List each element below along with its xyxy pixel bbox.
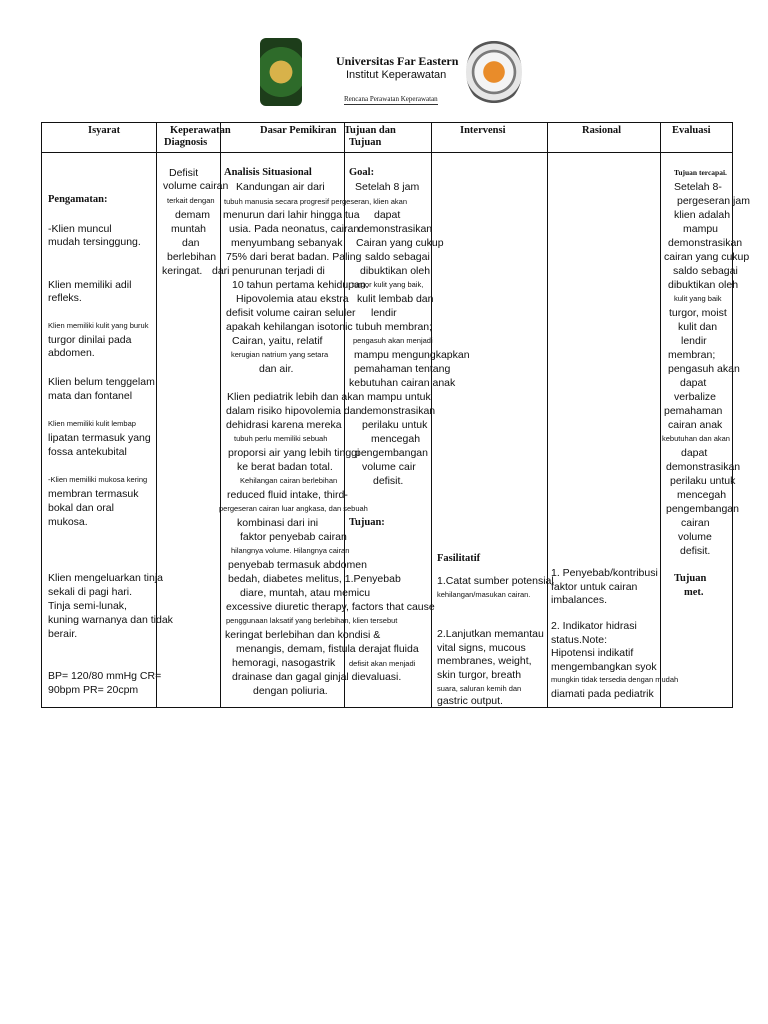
intervensi-line: 2.Lanjutkan memantau <box>437 628 544 640</box>
tujuan-line: demonstrasikan <box>358 223 433 235</box>
rasional-line: mungkin tidak tersedia dengan mudah <box>551 675 679 684</box>
intervensi-line: kehilangan/masukan cairan. <box>437 590 531 599</box>
evaluasi-line: cairan yang cukup <box>664 251 750 263</box>
col-divider <box>547 123 548 707</box>
diagnosis-line: dari <box>212 265 230 277</box>
tujuan-line: pengasuh akan menjadi <box>353 336 433 345</box>
dasar-line: drainase dan gagal ginjal dievaluasi. <box>232 671 402 683</box>
dasar-line: Hipovolemia atau ekstra <box>236 293 349 305</box>
institute-seal-right <box>466 38 522 106</box>
dasar-line: keringat berlebihan dan kondisi & <box>225 629 381 641</box>
diagnosis-line: Defisit <box>169 167 199 179</box>
tujuan-line: dibuktikan oleh <box>360 265 431 277</box>
isyarat-heading: Pengamatan: <box>48 194 108 205</box>
isyarat-line: mudah tersinggung. <box>48 236 141 248</box>
isyarat-line: turgor dinilai pada <box>48 334 132 346</box>
dasar-line: defisit volume cairan seluler <box>226 307 356 319</box>
tujuan-line: Cairan yang cukup <box>356 237 444 249</box>
dasar-line: faktor penyebab cairan <box>240 531 347 543</box>
isyarat-line: -Klien memiliki mukosa kering <box>48 475 148 484</box>
dasar-line: tubuh perlu memiliki sebuah <box>234 434 328 443</box>
dasar-line: diare, muntah, atau memicu <box>240 587 371 599</box>
isyarat-line: Klien memiliki kulit lembap <box>48 419 136 428</box>
evaluasi-line: defisit. <box>680 545 711 557</box>
col-header-rasional: Rasional <box>582 125 622 136</box>
dasar-line: hemoragi, nasogastrik <box>232 657 336 669</box>
institute-name: Institut Keperawatan <box>346 69 447 81</box>
tujuan-line: perilaku untuk <box>362 419 428 431</box>
dasar-line: reduced fluid intake, third- <box>227 489 348 501</box>
isyarat-line: BP= 120/80 mmHg CR= <box>48 670 162 682</box>
rasional-line: imbalances. <box>551 594 608 606</box>
evaluasi-line: Setelah 8- <box>674 181 722 193</box>
dasar-line: dalam risiko hipovolemia dan <box>226 405 362 417</box>
goal-heading: Goal: <box>349 167 375 178</box>
university-seal-left <box>260 38 302 106</box>
col-header-tujuan-dan: Tujuan dan <box>344 125 396 136</box>
tujuan-line: volume cair <box>362 461 416 473</box>
dasar-line: penyebab termasuk abdomen <box>228 559 367 571</box>
evaluasi-line: kulit yang baik <box>674 294 722 303</box>
evaluasi-line: turgor, moist <box>669 307 727 319</box>
rasional-line: faktor untuk cairan <box>551 581 638 593</box>
dasar-line: ke berat badan total. <box>237 461 333 473</box>
tujuan-line: pemahaman tentang <box>354 363 451 375</box>
evaluasi-line: kulit dan <box>678 321 718 333</box>
evaluasi-line: demonstrasikan <box>666 461 741 473</box>
tujuan-line: saldo sebagai <box>365 251 430 263</box>
university-name: Universitas Far Eastern <box>336 54 459 68</box>
dasar-heading: Analisis Situasional <box>224 167 312 178</box>
dasar-line: excessive diuretic therapy, factors that cause <box>226 601 435 613</box>
evaluasi-line: membran; <box>668 349 716 361</box>
isyarat-line: membran termasuk <box>48 488 139 500</box>
col-divider <box>220 123 221 707</box>
dasar-line: bedah, diabetes melitus, 1.Penyebab <box>228 573 401 585</box>
isyarat-line: Klien mengeluarkan tinja <box>48 572 163 584</box>
evaluasi-line: kebutuhan dan akan <box>662 434 730 443</box>
tujuan-heading: Tujuan: <box>349 517 385 528</box>
isyarat-line: berair. <box>48 628 78 640</box>
dasar-line: hilangnya volume. Hilangnya cairan <box>231 546 350 555</box>
diagnosis-line: berlebihan <box>167 251 217 263</box>
dasar-line: kerugian natrium yang setara <box>231 350 329 359</box>
evaluasi-met-label: Tujuan <box>674 573 707 584</box>
isyarat-line: refleks. <box>48 292 82 304</box>
diagnosis-line: keringat. <box>162 265 203 277</box>
tujuan-line: demonstrasikan <box>361 405 436 417</box>
evaluasi-line: cairan <box>681 517 710 529</box>
tujuan-line: defisit. <box>373 475 404 487</box>
intervensi-line: gastric output. <box>437 695 503 707</box>
diagnosis-line: demam <box>175 209 211 221</box>
tujuan-line: Setelah 8 jam <box>355 181 420 193</box>
evaluasi-line: volume <box>678 531 712 543</box>
evaluasi-line: dapat <box>680 377 707 389</box>
tujuan-line: mampu mengungkapkan <box>354 349 470 361</box>
evaluasi-line: demonstrasikan <box>668 237 743 249</box>
dasar-line: pergeseran cairan luar angkasa, dan sebuah <box>219 504 368 513</box>
dasar-line: dengan poliuria. <box>253 685 328 697</box>
evaluasi-heading: Tujuan tercapai. <box>674 168 727 177</box>
evaluasi-line: mencegah <box>677 489 727 501</box>
isyarat-line: 90bpm PR= 20cpm <box>48 684 139 696</box>
dasar-line: apakah kehilangan isotonic tubuh membran; <box>226 321 433 333</box>
isyarat-line: lipatan termasuk yang <box>48 432 151 444</box>
evaluasi-line: pengembangan <box>666 503 739 515</box>
document-title: Rencana Perawatan Keperawatan <box>344 95 438 103</box>
evaluasi-line: pergeseran jam <box>677 195 750 207</box>
evaluasi-line: dibuktikan oleh <box>668 279 739 291</box>
evaluasi-line: saldo sebagai <box>673 265 738 277</box>
dasar-line: dehidrasi karena mereka <box>226 419 342 431</box>
isyarat-line: Tinja semi-lunak, <box>48 600 127 612</box>
isyarat-line: mukosa. <box>48 516 88 528</box>
tujuan-line: dapat <box>374 209 401 221</box>
evaluasi-met-status: met. <box>684 587 704 598</box>
dasar-line: 10 tahun pertama kehidupan. <box>232 279 369 291</box>
tujuan-line: mencegah <box>371 433 421 445</box>
col-header-keperawatan: Keperawatan <box>170 125 231 136</box>
intervensi-heading: Fasilitatif <box>437 553 481 564</box>
col-header-isyarat: Isyarat <box>88 125 121 136</box>
rasional-line: status.Note: <box>551 634 608 646</box>
isyarat-line: Klien memiliki kulit yang buruk <box>48 321 149 330</box>
col-header-intervensi: Intervensi <box>460 125 506 136</box>
dasar-line: penurunan terjadi di <box>232 265 325 277</box>
diagnosis-line: terkait dengan <box>167 196 215 205</box>
rasional-line: Hipotensi indikatif <box>551 647 634 659</box>
isyarat-line: Klien belum tenggelam <box>48 376 155 388</box>
intervensi-line: vital signs, mucous <box>437 642 526 654</box>
col-header-tujuan: Tujuan <box>349 137 382 148</box>
dasar-line: menurun dari lahir hingga tua <box>223 209 360 221</box>
intervensi-line: membranes, weight, <box>437 655 532 667</box>
dasar-line: usia. Pada neonatus, cairan <box>229 223 360 235</box>
evaluasi-line: verbalize <box>674 391 717 403</box>
evaluasi-line: perilaku untuk <box>670 475 736 487</box>
diagnosis-line: muntah <box>171 223 207 235</box>
dasar-line: kombinasi dari ini <box>237 517 319 529</box>
dasar-line: penggunaan laksatif yang berlebihan, klien tersebut <box>226 616 398 625</box>
tujuan-line: turgor kulit yang baik, <box>352 280 424 289</box>
header-divider <box>42 152 732 153</box>
evaluasi-line: lendir <box>681 335 707 347</box>
isyarat-line: bokal dan oral <box>48 502 114 514</box>
isyarat-line: kuning warnanya dan tidak <box>48 614 173 626</box>
rasional-line: 2. Indikator hidrasi <box>551 620 637 632</box>
dasar-line: dan air. <box>259 363 294 375</box>
document-header <box>0 0 768 120</box>
evaluasi-line: pengasuh akan <box>668 363 740 375</box>
evaluasi-line: pemahaman <box>664 405 723 417</box>
dasar-line: menyumbang sebanyak <box>231 237 343 249</box>
evaluasi-line: mampu <box>683 223 719 235</box>
col-header-diagnosis: Diagnosis <box>164 137 208 148</box>
evaluasi-line: cairan anak <box>668 419 723 431</box>
tujuan-line: kebutuhan cairan anak <box>349 377 456 389</box>
diagnosis-line: volume cairan <box>163 180 229 192</box>
evaluasi-line: klien adalah <box>674 209 731 221</box>
tujuan-line: kulit lembab dan <box>357 293 434 305</box>
col-header-evaluasi: Evaluasi <box>672 125 711 136</box>
rasional-line: mengembangkan syok <box>551 661 657 673</box>
isyarat-line: mata dan fontanel <box>48 390 133 402</box>
isyarat-line: fossa antekubital <box>48 446 127 458</box>
isyarat-line: -Klien muncul <box>48 223 112 235</box>
rasional-line: 1. Penyebab/kontribusi <box>551 567 658 579</box>
evaluasi-line: dapat <box>681 447 708 459</box>
isyarat-line: Klien memiliki adil <box>48 279 132 291</box>
isyarat-line: abdomen. <box>48 347 95 359</box>
dasar-line: Klien pediatrik lebih dan akan mampu untuk <box>227 391 431 403</box>
intervensi-line: 1.Catat sumber potensial <box>437 575 554 587</box>
diagnosis-line: dan <box>182 237 200 249</box>
tujuan-line: pengembangan <box>355 447 428 459</box>
dasar-line: Kehilangan cairan berlebihan <box>240 476 338 485</box>
dasar-line: proporsi air yang lebih tinggi <box>228 447 360 459</box>
col-header-dasar: Dasar Pemikiran <box>260 125 337 136</box>
intervensi-line: suara, saluran kemih dan <box>437 684 522 693</box>
col-divider <box>660 123 661 707</box>
dasar-line: 75% dari berat badan. Paling <box>226 251 362 263</box>
intervensi-line: skin turgor, breath <box>437 669 522 681</box>
tujuan-line: lendir <box>371 307 397 319</box>
dasar-line: Kandungan air dari <box>236 181 325 193</box>
dasar-line: tubuh manusia secara progresif pergeseran, klien akan <box>224 197 408 206</box>
dasar-line: menangis, demam, fistula derajat fluida <box>236 643 419 655</box>
isyarat-line: sekali di pagi hari. <box>48 586 133 598</box>
dasar-line: Cairan, yaitu, relatif <box>232 335 323 347</box>
rasional-line: diamati pada pediatrik <box>551 688 654 700</box>
tujuan-line: defisit akan menjadi <box>349 659 416 668</box>
